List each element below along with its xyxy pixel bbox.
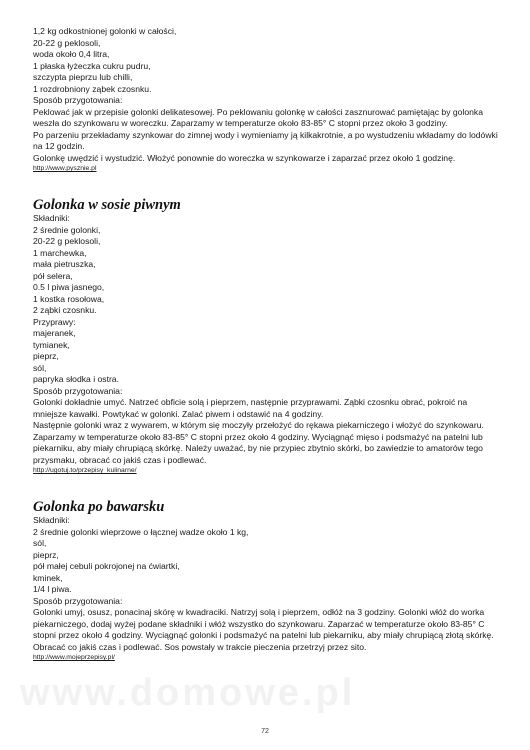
ingredient-list [33,515,503,607]
text-line: majeranek, [33,328,76,338]
text-line: 1 płaska łyżeczka cukru pudru, [33,60,151,71]
recipe-title: Golonka w sosie piwnym [33,197,181,213]
text-line: 1/4 l piwa. [33,584,72,594]
text-line: 1,2 kg odkostnionej golonki w całości, [33,26,177,36]
text-line: Sposób przygotowania: [33,385,123,396]
text-line: tymianek, [33,339,70,350]
text-line: pieprz, [33,549,59,560]
preparation-paragraph: Golonki dokładnie umyć. Natrzeć obficie solą i pieprzem, następnie przyprawami. Ząbki czosnku obrać, pokroić na mniejsze kawałki. Powtykać w golonki. Zalać piwem i odstawić na 4 godziny. [33,397,468,419]
text-line: 0.5 l piwa jasnego, [33,282,105,292]
text-line: mała pietruszka, [33,259,96,269]
text-line: Sposób przygotowania: [33,595,123,606]
text-line: 1 rozdrobniony ząbek czosnku. [33,83,152,94]
text-line: kminek, [33,572,63,583]
recipe-section-2 [33,197,503,476]
text-line: pół selera, [33,270,73,281]
preparation-paragraph: Po parzeniu przekładamy szynkowar do zimnej wody i wymieniamy ją kilkakrotnie, a po wystudzeniu wkładamy do lodówki na 12 godzin. [33,129,498,151]
source-link[interactable]: http://www.pysznie.pl [33,165,97,172]
text-line: 20-22 g peklosoli, [33,236,101,246]
text-line: 2 średnie golonki wieprzowe o łącznej wadze około 1 kg, [33,526,249,537]
ingredient-list [33,213,503,397]
text-line: sól, [33,362,47,373]
text-line: szczypta pieprzu lub chilli, [33,72,133,82]
source-link[interactable]: http://ugotuj.to/przepisy_kulinarne/ [33,467,137,474]
text-line: sól, [33,538,47,548]
recipe-section-1 [33,26,503,174]
text-line: papryka słodka i ostra. [33,374,119,384]
text-line: pieprz, [33,351,59,361]
preparation-paragraph: Golonkę uwędzić i wystudzić. Włożyć ponownie do woreczka w szynkowarze i zaparzać przez około 1 godzinę. [33,152,456,163]
text-line: 1 kostka rosołowa, [33,293,105,304]
page-number: 72 [261,728,269,735]
text-line: Sposób przygotowania: [33,95,123,105]
text-line: 20-22 g peklosoli, [33,37,101,48]
ingredient-list [33,26,503,107]
preparation-paragraph: Golonki umyj, osusz, ponacinaj skórę w kwadraciki. Natrzyj solą i pieprzem, odłóż na 3 godziny. Golonki włóż do worka piekarniczego, dodaj wyżej podane składniki i włóż wszystko do szynkowaru. Zaparzać w temperaturze około 83-85° C stopni przez około 4 godziny. Wyciągnąć golonki i podsmażyć na patelni lub piekarniku, aby miały chrupiącą złotą skórkę. Obracać co jakiś czas i podlewać. Sos powstały w trakcie pieczenia przetrzyj przez sito. [33,607,494,652]
recipe-section-3 [33,499,503,663]
document-page [33,26,503,663]
recipe-title: Golonka po bawarsku [33,499,165,515]
text-line: 2 ząbki czosnku. [33,305,97,315]
preparation-paragraph: Peklować jak w przepisie golonki delikatesowej. Po peklowaniu golonkę w całości zasznurować pamiętając by golonka weszła do szynkowaru w woreczku. Zaparzamy w temperaturze około 83-85° C stopni przez około 3 godziny. [33,106,483,128]
text-line: 2 średnie golonki, [33,224,101,235]
text-line: woda około 0,4 litra, [33,49,110,59]
preparation-paragraph: Następnie golonki wraz z wywarem, w którym się moczyły przełożyć do rękawa piekarniczego i włożyć do szynkowaru. Zaparzamy w temperaturze około 83-85° C stopni przez około 4 godziny. Wyciągnąć mięso i podsmażyć na patelni lub piekarniku, aby miały chrupiącą skórkę. Należy uważać, by nie przypiec zbytnio skórki, bo zawiedzie to amatorów tego przysmaku, obracać co jakiś czas i podlewać. [33,420,484,465]
source-link[interactable]: http://www.mojeprzepisy.pl/ [33,654,115,661]
text-line: Przyprawy: [33,316,76,327]
text-line: 1 marchewka, [33,247,87,258]
text-line: pół małej cebuli pokrojonej na ćwiartki, [33,561,180,571]
watermark: www.domowe.pl [20,672,356,714]
text-line: Składniki: [33,515,70,525]
text-line: Składniki: [33,213,70,223]
